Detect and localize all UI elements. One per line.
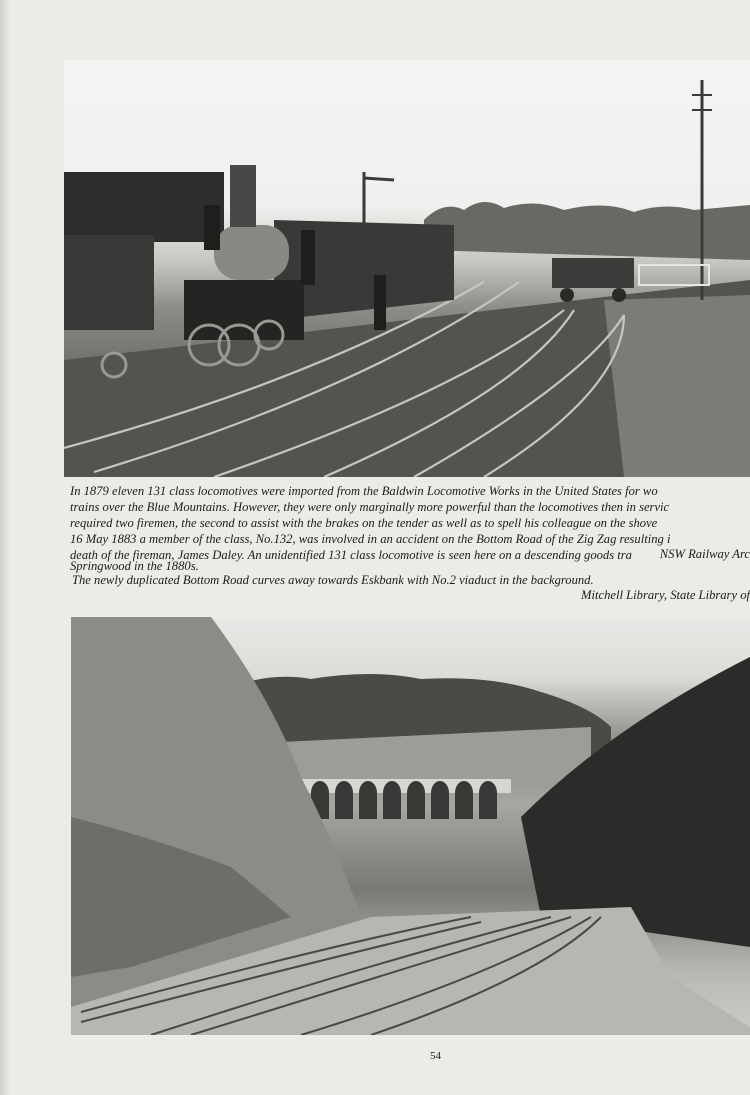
caption-line: trains over the Blue Mountains. However, they were only marginally more powerful than the locomotives then in servic (70, 500, 670, 514)
caption-line: 16 May 1883 a member of the class, No.132, was involved in an accident on the Bottom Road of the Zig Zag resulting i (70, 532, 671, 546)
locomotive-photo (64, 60, 750, 477)
goods-wagon (552, 258, 634, 288)
page-spine-shadow (0, 0, 10, 1095)
caption-line: Springwood in the 1880s. (70, 559, 199, 573)
caption-bottom-photo: The newly duplicated Bottom Road curves away towards Eskbank with No.2 viaduct in the background. (72, 573, 594, 587)
crew-figure (301, 230, 315, 285)
locomotive-boiler (214, 225, 289, 280)
locomotive-cab (64, 172, 224, 242)
locomotive-chimney (230, 165, 256, 227)
caption-line: death of the fireman, James Daley. An unidentified 131 class locomotive is seen here on a descending goods tra (70, 548, 632, 562)
crew-figure (374, 275, 386, 330)
photo-credit-top: NSW Railway Arc (659, 547, 750, 561)
page-number: 54 (430, 1050, 441, 1062)
locomotive-tender (64, 235, 154, 330)
photo-credit-bottom: Mitchell Library, State Library of (581, 588, 750, 602)
embankment (604, 295, 750, 477)
locomotive-running-gear (184, 280, 304, 340)
locomotive-photo-drawing (64, 60, 750, 477)
caption-line: In 1879 eleven 131 class locomotives were imported from the Baldwin Locomotive Works in the United States for wo (70, 484, 658, 498)
level-crossing-gate (639, 265, 709, 285)
bottom-road-photo (71, 617, 750, 1035)
crew-figure (204, 205, 220, 250)
bottom-road-photo-drawing (71, 617, 750, 1035)
caption-line: required two firemen, the second to assist with the brakes on the tender as well as to spell his colleague on the shove (70, 516, 658, 530)
